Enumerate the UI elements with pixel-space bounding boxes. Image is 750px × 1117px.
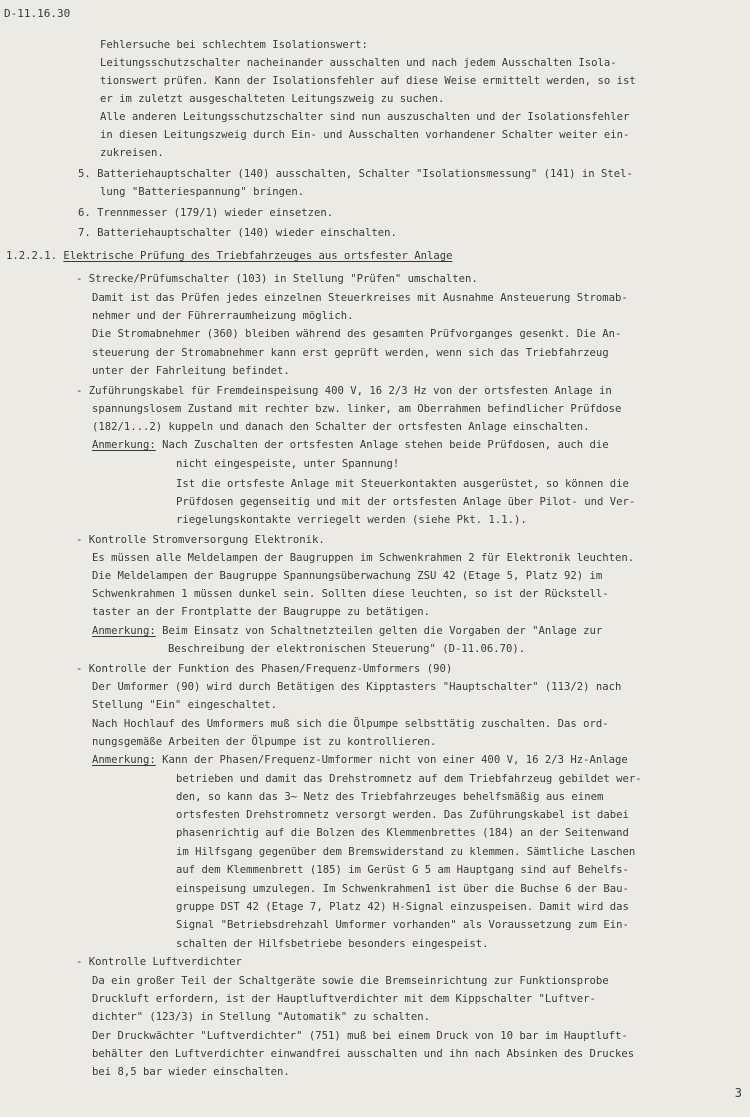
text-line: Prüfdosen gegenseitig und mit der ortsfesten Anlage über Pilot- und Ver-	[176, 496, 636, 508]
text-line: Stellung "Ein" eingeschaltet.	[92, 699, 277, 711]
text-line: Die Meldelampen der Baugruppe Spannungsüberwachung ZSU 42 (Etage 5, Platz 92) im	[92, 570, 603, 582]
text-line: gruppe DST 42 (Etage 7, Platz 42) H-Signal einzuspeisen. Damit wird das	[176, 901, 629, 913]
page-number: 3	[734, 1086, 742, 1100]
note-text: Kann der Phasen/Frequenz-Umformer nicht von einer 400 V, 16 2/3 Hz-Anlage	[155, 754, 628, 766]
note-label: Anmerkung:	[92, 754, 156, 766]
text-line: behälter den Luftverdichter einwandfrei ausschalten und ihn nach Absinken des Druckes	[92, 1048, 635, 1060]
text-line: Druckluft erfordern, ist der Hauptluftverdichter mit dem Kippschalter "Luftver-	[92, 993, 596, 1005]
text-line: Signal "Betriebsdrehzahl Umformer vorhanden" als Voraussetzung zum Ein-	[176, 919, 629, 931]
text-line: Alle anderen Leitungsschutzschalter sind nun auszuschalten und der Isolationsfehler	[100, 111, 630, 123]
text-line: nicht eingespeiste, unter Spannung!	[176, 458, 400, 470]
text-line: - Zuführungskabel für Fremdeinspeisung 400 V, 16 2/3 Hz von der ortsfesten Anlage in	[76, 385, 612, 397]
text-line: Die Stromabnehmer (360) bleiben während des gesamten Prüfvorganges gesenkt. Die An-	[92, 328, 622, 340]
text-line: tionswert prüfen. Kann der Isolationsfehler auf diese Weise ermittelt werden, so ist	[100, 75, 636, 87]
text-line: spannungslosem Zustand mit rechter bzw. linker, am Oberrahmen befindlicher Prüfdose	[92, 403, 622, 415]
text-line: auf dem Klemmenbrett (185) im Gerüst G 5 am Hauptgang sind auf Behelfs-	[176, 864, 629, 876]
section-number: 1.2.2.1.	[6, 250, 64, 262]
text-line: Der Umformer (90) wird durch Betätigen des Kipptasters "Hauptschalter" (113/2) nach	[92, 681, 622, 693]
text-line	[6, 249, 452, 263]
text-line: steuerung der Stromabnehmer kann erst geprüft werden, wenn sich das Triebfahrzeug	[92, 347, 609, 359]
text-line: Es müssen alle Meldelampen der Baugruppen im Schwenkrahmen 2 für Elektronik leuchten.	[92, 552, 635, 564]
text-line: lung "Batteriespannung" bringen.	[100, 186, 305, 198]
note-label: Anmerkung:	[92, 625, 156, 637]
text-line: den, so kann das 3~ Netz des Triebfahrzeuges behelfsmäßig aus einem	[176, 791, 604, 803]
text-line: betrieben und damit das Drehstromnetz auf dem Triebfahrzeug gebildet wer-	[176, 773, 642, 785]
text-line: Leitungsschutzschalter nacheinander ausschalten und nach jedem Ausschalten Isola-	[100, 57, 617, 69]
text-line: im Hilfsgang gegenüber dem Bremswiderstand zu klemmen. Sämtliche Laschen	[176, 846, 636, 858]
text-line: - Kontrolle Stromversorgung Elektronik.	[76, 534, 325, 546]
text-line: dichter" (123/3) in Stellung "Automatik" zu schalten.	[92, 1011, 431, 1023]
text-line: - Kontrolle der Funktion des Phasen/Frequenz-Umformers (90)	[76, 663, 453, 675]
text-line: nungsgemäße Arbeiten der Ölpumpe ist zu kontrollieren.	[92, 736, 437, 748]
text-line: riegelungskontakte verriegelt werden (siehe Pkt. 1.1.).	[176, 514, 527, 526]
text-line: nehmer und der Führerraumheizung möglich.	[92, 310, 354, 322]
text-line: - Strecke/Prüfumschalter (103) in Stellung "Prüfen" umschalten.	[76, 273, 478, 285]
text-line	[92, 624, 602, 638]
text-line: Der Druckwächter "Luftverdichter" (751) muß bei einem Druck von 10 bar im Hauptluft-	[92, 1030, 628, 1042]
text-line: einspeisung umzulegen. Im Schwenkrahmen1 ist über die Buchse 6 der Bau-	[176, 883, 629, 895]
text-line: taster an der Frontplatte der Baugruppe zu betätigen.	[92, 606, 431, 618]
text-line: 5. Batteriehauptschalter (140) ausschalten, Schalter "Isolationsmessung" (141) in Stel-	[78, 168, 633, 180]
text-line: bei 8,5 bar wieder einschalten.	[92, 1066, 290, 1078]
text-line: Damit ist das Prüfen jedes einzelnen Steuerkreises mit Ausnahme Ansteuerung Stromab-	[92, 292, 628, 304]
text-line	[92, 753, 628, 767]
text-line: - Kontrolle Luftverdichter	[76, 956, 242, 968]
text-line: (182/1...2) kuppeln und danach den Schalter der ortsfesten Anlage einschalten.	[92, 421, 590, 433]
text-line: Ist die ortsfeste Anlage mit Steuerkontakten ausgerüstet, so können die	[176, 478, 629, 490]
text-line: Nach Hochlauf des Umformers muß sich die Ölpumpe selbsttätig zuschalten. Das ord-	[92, 718, 609, 730]
document-id: D-11.16.30	[4, 7, 71, 20]
text-line: Fehlersuche bei schlechtem Isolationswert:	[100, 39, 368, 51]
text-line: ortsfesten Drehstromnetz versorgt werden. Das Zuführungskabel ist dabei	[176, 809, 629, 821]
text-line: unter der Fahrleitung befindet.	[92, 365, 290, 377]
text-line: phasenrichtig auf die Bolzen des Klemmenbrettes (184) an der Seitenwand	[176, 827, 629, 839]
text-line: zukreisen.	[100, 147, 164, 159]
text-line: er im zuletzt ausgeschalteten Leitungszweig zu suchen.	[100, 93, 445, 105]
text-line: 7. Batteriehauptschalter (140) wieder einschalten.	[78, 227, 397, 239]
note-text: Nach Zuschalten der ortsfesten Anlage stehen beide Prüfdosen, auch die	[155, 439, 609, 451]
note-text: Beim Einsatz von Schaltnetzteilen gelten die Vorgaben der "Anlage zur	[155, 625, 603, 637]
note-label: Anmerkung:	[92, 439, 156, 451]
text-line: schalten der Hilfsbetriebe besonders eingespeist.	[176, 938, 489, 950]
section-heading: Elektrische Prüfung des Triebfahrzeuges aus ortsfester Anlage	[63, 250, 453, 262]
text-line	[92, 438, 609, 452]
text-line: 6. Trennmesser (179/1) wieder einsetzen.	[78, 207, 334, 219]
text-line: Schwenkrahmen 1 müssen dunkel sein. Sollten diese leuchten, so ist der Rückstell-	[92, 588, 609, 600]
text-line: in diesen Leitungszweig durch Ein- und Ausschalten vorhandener Schalter weiter ein-	[100, 129, 630, 141]
text-line: Da ein großer Teil der Schaltgeräte sowie die Bremseinrichtung zur Funktionsprobe	[92, 975, 609, 987]
text-line: Beschreibung der elektronischen Steuerung" (D-11.06.70).	[168, 643, 526, 655]
